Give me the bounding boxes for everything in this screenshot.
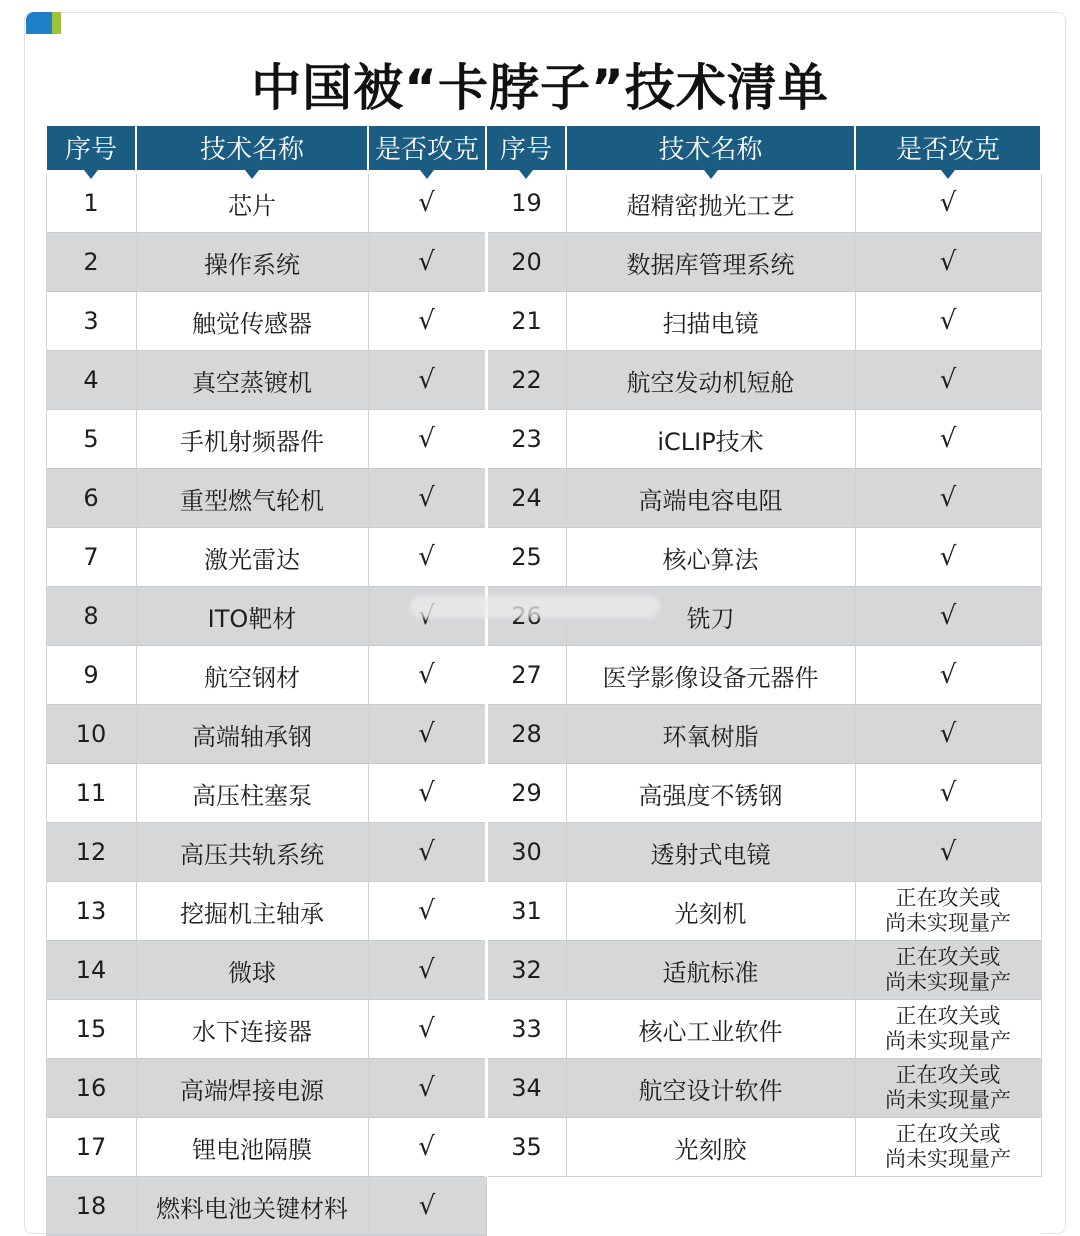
table-row [46,410,1041,469]
check-mark: √ [368,410,486,469]
header-status-left: 是否攻克 [368,126,486,170]
tech-name: 航空设计软件 [566,1059,855,1118]
status-text [855,882,1041,941]
status-text [855,1118,1041,1177]
tech-name: 透射式电镜 [566,823,855,882]
row-index: 4 [46,351,136,410]
row-index: 27 [486,646,566,705]
check-mark: √ [368,469,486,528]
watermark-blur [410,596,660,618]
row-index: 15 [46,1000,136,1059]
tech-name: 重型燃气轮机 [136,469,368,528]
tech-name: 环氧树脂 [566,705,855,764]
status-text [855,1059,1041,1118]
tech-name: 铣刀 [566,587,855,646]
status-text [855,941,1041,1000]
header-index-left: 序号 [46,126,136,170]
status-line-1: 正在攻关或 [895,886,1001,910]
table-row [46,469,1041,528]
row-index: 11 [46,764,136,823]
tech-name: 高端轴承钢 [136,705,368,764]
check-mark: √ [855,764,1041,823]
table-row [46,941,1041,1000]
row-index: 23 [486,410,566,469]
tech-name: ITO靶材 [136,587,368,646]
tech-name: 微球 [136,941,368,1000]
row-index: 7 [46,528,136,587]
check-mark: √ [368,174,486,233]
table-row [46,705,1041,764]
corner-logo [26,12,62,34]
table-row [46,233,1041,292]
check-mark: √ [368,882,486,941]
row-index: 12 [46,823,136,882]
check-mark: √ [368,823,486,882]
tech-name: 适航标准 [566,941,855,1000]
tech-name: 航空钢材 [136,646,368,705]
tech-table [45,126,1042,1236]
table-row [46,646,1041,705]
status-line-1: 正在攻关或 [895,1063,1001,1087]
table-row [46,1059,1041,1118]
tech-name: 核心工业软件 [566,1000,855,1059]
table-row [46,882,1041,941]
check-mark: √ [855,587,1041,646]
row-index: 5 [46,410,136,469]
row-index: 34 [486,1059,566,1118]
tech-name: 数据库管理系统 [566,233,855,292]
check-mark: √ [855,351,1041,410]
tech-name: 水下连接器 [136,1000,368,1059]
row-index: 32 [486,941,566,1000]
table-row [46,1000,1041,1059]
tech-name: 芯片 [136,174,368,233]
row-index: 24 [486,469,566,528]
check-mark: √ [368,1000,486,1059]
header-index-right: 序号 [486,126,566,170]
row-index: 21 [486,292,566,351]
status-line-2: 尚未实现量产 [885,1147,1011,1171]
tech-name: 超精密抛光工艺 [566,174,855,233]
status-line-2: 尚未实现量产 [885,911,1011,935]
check-mark: √ [368,1177,486,1236]
check-mark: √ [855,174,1041,233]
check-mark: √ [368,1059,486,1118]
status-line-2: 尚未实现量产 [885,1088,1011,1112]
row-index: 16 [46,1059,136,1118]
tech-name: 高强度不锈钢 [566,764,855,823]
row-index: 14 [46,941,136,1000]
row-index: 29 [486,764,566,823]
table-row [46,528,1041,587]
page-title: 中国被“卡脖子”技术清单 [251,59,829,117]
row-index: 25 [486,528,566,587]
tech-name: 航空发动机短舱 [566,351,855,410]
row-index: 19 [486,174,566,233]
status-line-1: 正在攻关或 [895,1004,1001,1028]
check-mark: √ [368,351,486,410]
check-mark: √ [368,646,486,705]
check-mark: √ [855,233,1041,292]
table-row [46,292,1041,351]
tech-name: iCLIP技术 [566,410,855,469]
tech-name: 激光雷达 [136,528,368,587]
row-index: 31 [486,882,566,941]
table-row [46,1177,1041,1236]
check-mark: √ [368,528,486,587]
check-mark: √ [855,469,1041,528]
check-mark: √ [368,292,486,351]
tech-name: 真空蒸镀机 [136,351,368,410]
table-row [46,764,1041,823]
row-index: 30 [486,823,566,882]
row-index: 17 [46,1118,136,1177]
tech-name: 锂电池隔膜 [136,1118,368,1177]
tech-name: 核心算法 [566,528,855,587]
tech-name: 高压共轨系统 [136,823,368,882]
check-mark: √ [855,646,1041,705]
row-index: 13 [46,882,136,941]
row-index: 35 [486,1118,566,1177]
check-mark: √ [368,233,486,292]
check-mark: √ [368,1118,486,1177]
tech-name: 挖掘机主轴承 [136,882,368,941]
header-name-left: 技术名称 [136,126,368,170]
table-header [46,126,1041,170]
check-mark: √ [368,764,486,823]
tech-name: 扫描电镜 [566,292,855,351]
row-index: 33 [486,1000,566,1059]
tech-name: 光刻机 [566,882,855,941]
row-index: 28 [486,705,566,764]
tech-name: 触觉传感器 [136,292,368,351]
tech-name: 操作系统 [136,233,368,292]
table-row [46,1118,1041,1177]
table-row [46,823,1041,882]
check-mark: √ [855,528,1041,587]
check-mark: √ [855,410,1041,469]
tech-name: 高端电容电阻 [566,469,855,528]
table-row [46,351,1041,410]
status-line-1: 正在攻关或 [895,1122,1001,1146]
check-mark: √ [368,941,486,1000]
row-index: 9 [46,646,136,705]
row-index: 2 [46,233,136,292]
row-index: 3 [46,292,136,351]
row-index: 20 [486,233,566,292]
tech-name: 高压柱塞泵 [136,764,368,823]
status-text [855,1000,1041,1059]
row-index: 10 [46,705,136,764]
tech-name: 光刻胶 [566,1118,855,1177]
row-index: 6 [46,469,136,528]
table-row [46,174,1041,233]
status-line-1: 正在攻关或 [895,945,1001,969]
check-mark: √ [855,705,1041,764]
row-index: 8 [46,587,136,646]
check-mark: √ [855,292,1041,351]
tech-name: 医学影像设备元器件 [566,646,855,705]
tech-name: 高端焊接电源 [136,1059,368,1118]
check-mark: √ [368,705,486,764]
check-mark: √ [855,823,1041,882]
tech-name: 手机射频器件 [136,410,368,469]
status-line-2: 尚未实现量产 [885,1029,1011,1053]
header-name-right: 技术名称 [566,126,855,170]
row-index: 1 [46,174,136,233]
header-status-right: 是否攻克 [855,126,1041,170]
row-index: 22 [486,351,566,410]
empty-cell [486,1177,1041,1236]
row-index: 18 [46,1177,136,1236]
tech-name: 燃料电池关键材料 [136,1177,368,1236]
status-line-2: 尚未实现量产 [885,970,1011,994]
